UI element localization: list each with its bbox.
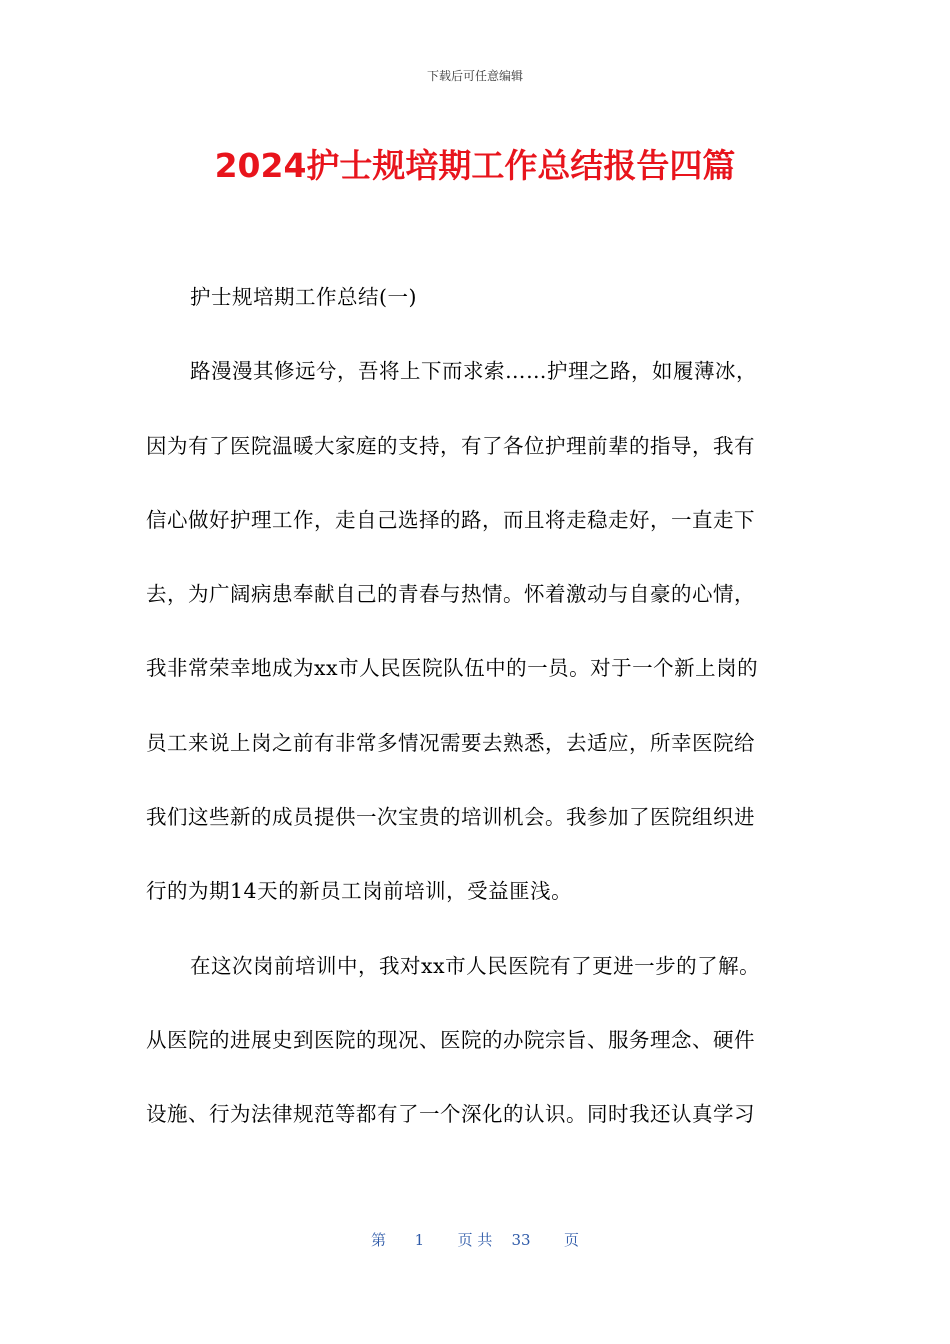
text-line: 行的为期14天的新员工岗前培训，受益匪浅。 <box>146 879 573 904</box>
document-body <box>146 277 806 1169</box>
header-note: 下载后可任意编辑 <box>426 69 523 83</box>
text-line: 去，为广阔病患奉献自己的青春与热情。怀着激动与自豪的心情， <box>146 582 755 607</box>
text-line: 我们这些新的成员提供一次宝贵的培训机会。我参加了医院组织进 <box>146 805 755 830</box>
footer-suffix: 页 <box>563 1231 579 1249</box>
text-line: 员工来说上岗之前有非常多情况需要去熟悉，去适应，所幸医院给 <box>146 730 755 755</box>
footer-current-page: 1 <box>414 1231 425 1249</box>
footer-middle: 页 共 <box>457 1231 493 1249</box>
text-line: 因为有了医院温暖大家庭的支持，有了各位护理前辈的指导，我有 <box>146 433 755 458</box>
footer-prefix: 第 <box>371 1231 387 1249</box>
text-line: 护士规培期工作总结(一) <box>190 285 417 309</box>
text-line: 路漫漫其修远兮，吾将上下而求索……护理之路，如履薄冰， <box>190 359 757 384</box>
footer-total-pages: 33 <box>511 1231 531 1249</box>
text-line: 我非常荣幸地成为xx市人民医院队伍中的一员。对于一个新上岗的 <box>146 656 759 681</box>
text-line: 设施、行为法律规范等都有了一个深化的认识。同时我还认真学习 <box>146 1102 755 1127</box>
text-line: 信心做好护理工作，走自己选择的路，而且将走稳走好，一直走下 <box>146 507 755 532</box>
page-footer <box>0 1229 950 1250</box>
document-title: 2024护士规培期工作总结报告四篇 <box>214 146 736 185</box>
text-line: 从医院的进展史到医院的现况、医院的办院宗旨、服务理念、硬件 <box>146 1027 755 1052</box>
text-line: 在这次岗前培训中，我对xx市人民医院有了更进一步的了解。 <box>190 953 761 978</box>
